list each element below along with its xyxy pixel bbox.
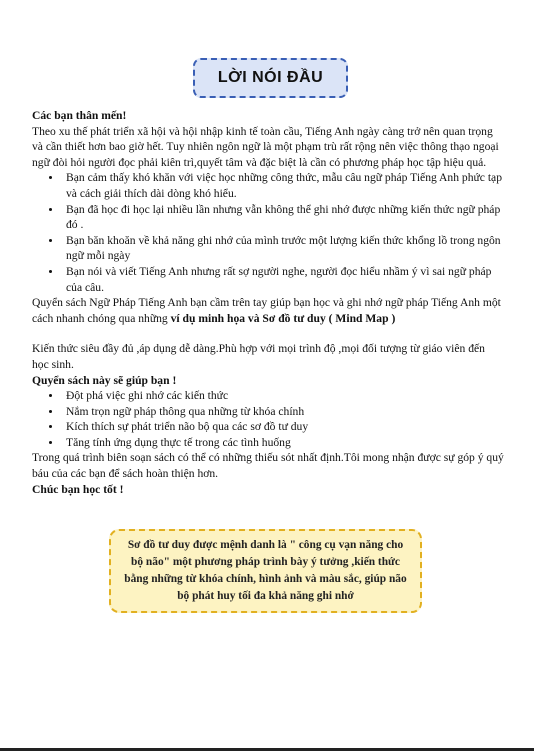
list-item: • Đột phá việc ghi nhớ các kiến thức — [62, 388, 504, 404]
list-item: • Bạn đã học đi học lại nhiều lần nhưng vẫn không thể ghi nhớ được những kiến thức ngữ pháp đó . — [62, 202, 504, 233]
closing-wish: Chúc bạn học tốt ! — [32, 482, 124, 496]
greeting: Các bạn thân mến! — [32, 109, 127, 122]
paragraph-gap — [32, 326, 504, 341]
problems-list — [32, 170, 504, 295]
help-heading: Quyển sách này sẽ giúp bạn ! — [32, 373, 177, 387]
quote-text: Sơ đồ tư duy được mệnh danh là " công cụ vạn năng cho bộ não" một phương pháp trình bày ý tưởng ,kiến thức bằng những từ khóa chính, hình ảnh và màu sắc, giúp não bộ phát huy tối đa khả năng ghi nhớ — [124, 539, 407, 602]
list-item: • Bạn nói và viết Tiếng Anh nhưng rất sợ người nghe, người đọc hiểu nhầm ý vì sai ngữ pháp của câu. — [62, 264, 504, 295]
closing-paragraph: Trong quá trình biên soạn sách có thể có những thiếu sót nhất định.Tôi mong nhận được sự góp ý quý báu của các bạn để sách hoàn thiện hơn. — [32, 451, 504, 481]
title-banner — [193, 58, 348, 98]
mind-map-quote-box — [109, 529, 422, 613]
page-title: LỜI NÓI ĐẦU — [217, 69, 324, 86]
list-item: • Nắm trọn ngữ pháp thông qua những từ khóa chính — [62, 404, 504, 420]
list-item: • Bạn băn khoăn về khả năng ghi nhớ của mình trước một lượng kiến thức khổng lồ trong ngôn ngữ mỗi ngày — [62, 233, 504, 264]
book-intro-highlight: ví dụ minh họa và Sơ đồ tư duy ( Mind Map ) — [170, 311, 396, 325]
list-item: • Tăng tính ứng dụng thực tế trong các tình huống — [62, 435, 504, 451]
knowledge-paragraph: Kiến thức siêu đầy đủ ,áp dụng dễ dàng.Phù hợp với mọi trình độ ,mọi đối tượng từ giáo viên đến học sinh. — [32, 342, 485, 371]
book-intro-text: Quyển sách Ngữ Pháp Tiếng Anh bạn cầm trên tay giúp bạn học và ghi nhớ ngữ pháp Tiếng Anh một cách nhanh chóng qua những — [32, 296, 501, 325]
list-item: • Kích thích sự phát triển não bộ qua các sơ đồ tư duy — [62, 419, 504, 435]
book-intro-paragraph — [32, 295, 504, 326]
bottom-divider — [0, 748, 534, 751]
preface-body — [32, 108, 504, 497]
intro-paragraph: Theo xu thế phát triển xã hội và hội nhập kinh tế toàn cầu, Tiếng Anh ngày càng trở nên quan trọng và cần thiết hơn bao giờ hết. Tuy nhiên ngôn ngữ là một phạm trù rất rộng nên việc thông thạo ngoại ngữ đòi hỏi người đọc phải kiên trì,quyết tâm và đặc biệt là cần có phương pháp học tập hiệu quả. — [32, 124, 499, 169]
list-item: • Bạn cảm thấy khó khăn với việc học những công thức, mẫu câu ngữ pháp Tiếng Anh phức tạp và cách giải thích dài dòng khó hiểu. — [62, 170, 504, 201]
benefits-list — [32, 388, 504, 450]
